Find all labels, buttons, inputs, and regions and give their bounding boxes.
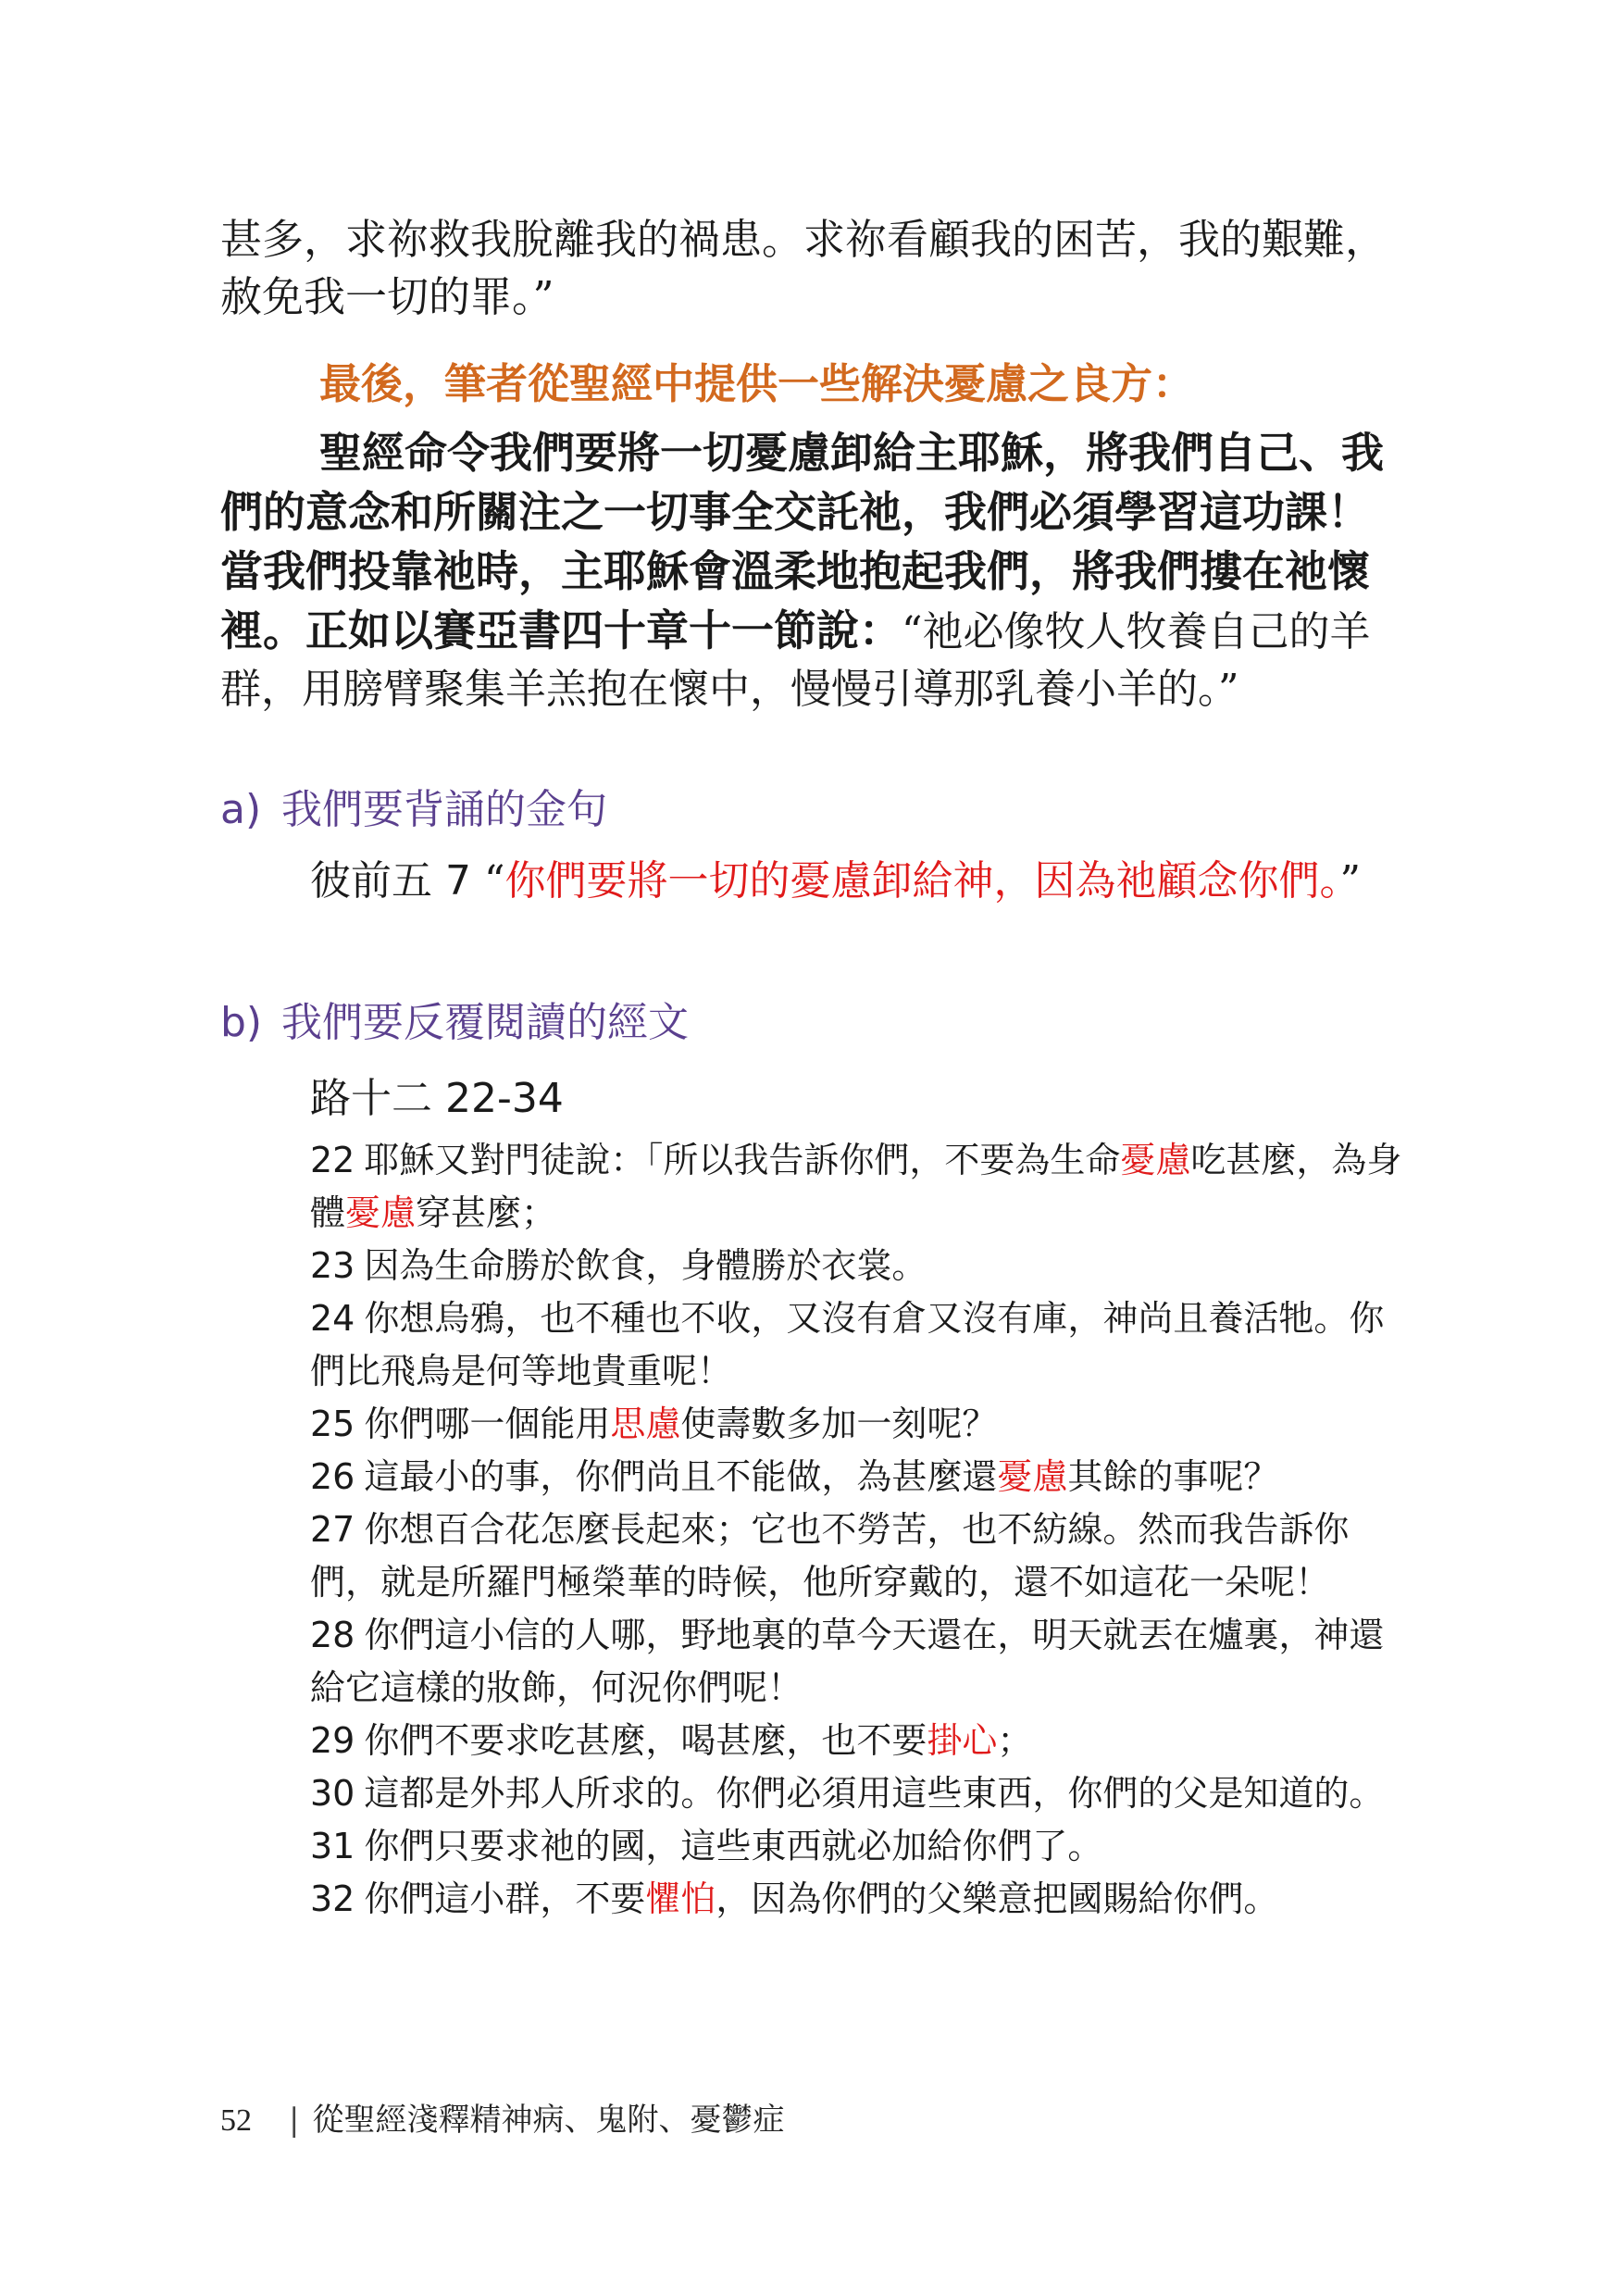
verse-item [310, 1451, 1402, 1504]
verse-number: 28 [310, 1615, 355, 1655]
verse-number: 23 [310, 1245, 355, 1286]
section-b-heading [220, 989, 689, 1048]
verse-text: 穿甚麼； [416, 1192, 557, 1233]
page-footer [220, 2094, 784, 2140]
verse-number: 25 [310, 1404, 355, 1444]
memory-verse-open-quote: “ [483, 857, 505, 905]
verse-item [310, 1398, 1402, 1451]
verse-item [310, 1504, 1402, 1609]
verse-text: ； [997, 1720, 1033, 1761]
verse-text: 因為生命勝於飲食，身體勝於衣裳。 [364, 1245, 927, 1286]
verse-highlight: 思慮 [610, 1404, 681, 1444]
verse-item [310, 1240, 1402, 1292]
verse-number: 27 [310, 1509, 355, 1550]
memory-verse-close-quote: ” [1339, 857, 1361, 905]
verse-text: 這都是外邦人所求的。你們必須用這些東西，你們的父是知道的。 [364, 1773, 1385, 1814]
verse-number: 22 [310, 1140, 355, 1180]
verse-item [310, 1715, 1402, 1767]
book-title: 從聖經淺釋精神病、鬼附、憂鬱症 [312, 2102, 785, 2139]
section-a-label: a) [220, 786, 262, 833]
verse-text: 你們這小群，不要 [364, 1878, 646, 1919]
section-a-heading [220, 776, 607, 835]
memory-verse [310, 852, 1393, 911]
verse-highlight: 憂慮 [345, 1192, 417, 1233]
verse-text: 使壽數多加一刻呢？ [680, 1404, 998, 1444]
verse-number: 31 [310, 1826, 355, 1866]
verse-text: 你想百合花怎麼長起來；它也不勞苦，也不紡線。然而我告訴你們，就是所羅門極榮華的時候，他所穿戴的，還不如這花一朵呢！ [310, 1509, 1350, 1603]
section-b-label: b) [220, 999, 263, 1046]
verse-number: 26 [310, 1456, 355, 1497]
main-paragraph-quote-text: “祂必像牧人牧養自己的羊群，用膀臂聚集羊羔抱在懷中，慢慢引導那乳養小羊的。” [220, 608, 1371, 713]
verse-number: 32 [310, 1878, 355, 1919]
verse-text: 你們哪一個能用 [364, 1404, 611, 1444]
verse-item [310, 1134, 1402, 1240]
verse-text: 這最小的事，你們尚且不能做，為甚麼還 [364, 1456, 998, 1497]
orange-heading: 最後，筆者從聖經中提供一些解決憂慮之良方： [319, 359, 1195, 408]
verse-item [310, 1820, 1402, 1873]
main-paragraph-sans-text: 聖經命令我們要將一切憂慮卸給主耶穌，將我們自己、我們的意念和所關注之一切事全交託祂，我們必須學習這功課！當我們投靠祂時，主耶穌會溫柔地抱起我們，將我們摟在祂懷裡。正如以賽亞書四十章十一節說： [220, 428, 1384, 655]
verse-text: 吃甚麼，為身體 [310, 1140, 1402, 1233]
verse-number: 29 [310, 1720, 355, 1761]
main-paragraph [220, 424, 1396, 718]
section-b-title: 我們要反覆閱讀的經文 [281, 999, 689, 1046]
verse-text: ，因為你們的父樂意把國賜給你們。 [716, 1878, 1279, 1919]
verse-number: 30 [310, 1773, 355, 1814]
verse-text: 耶穌又對門徒說：「所以我告訴你們，不要為生命 [364, 1140, 1121, 1180]
verse-text: 你們這小信的人哪，野地裏的草今天還在，明天就丟在爐裏，神還給它這樣的妝飾，何況你們呢！ [310, 1615, 1385, 1708]
footer-separator: | [289, 2102, 300, 2139]
page-number: 52 [220, 2103, 252, 2138]
intro-paragraph [220, 211, 1396, 326]
verse-text: 你們不要求吃甚麼，喝甚麼，也不要 [364, 1720, 927, 1761]
verse-item [310, 1609, 1402, 1715]
intro-paragraph-text: 甚多，求祢救我脫離我的禍患。求祢看顧我的困苦，我的艱難，赦免我一切的罪。” [220, 215, 1388, 321]
section-a-title: 我們要背誦的金句 [281, 786, 607, 833]
verse-text: 其餘的事呢？ [1067, 1456, 1279, 1497]
memory-verse-ref: 彼前五 7 [310, 857, 471, 905]
verse-item [310, 1767, 1402, 1820]
verse-highlight: 憂慮 [997, 1456, 1068, 1497]
verse-list [310, 1134, 1402, 1926]
verse-text: 你想烏鴉，也不種也不收，又沒有倉又沒有庫，神尚且養活牠。你們比飛鳥是何等地貴重呢！ [310, 1298, 1385, 1391]
verse-highlight: 懼怕 [645, 1878, 716, 1919]
verse-text: 你們只要求祂的國，這些東西就必加給你們了。 [364, 1826, 1103, 1866]
verse-highlight: 掛心 [927, 1720, 998, 1761]
verse-item [310, 1873, 1402, 1926]
passage-title: 路十二 22-34 [310, 1075, 564, 1122]
verse-item [310, 1292, 1402, 1398]
verse-number: 24 [310, 1298, 355, 1339]
memory-verse-text: 你們要將一切的憂慮卸給神，因為祂顧念你們。 [504, 857, 1340, 905]
verse-highlight: 憂慮 [1120, 1140, 1191, 1180]
